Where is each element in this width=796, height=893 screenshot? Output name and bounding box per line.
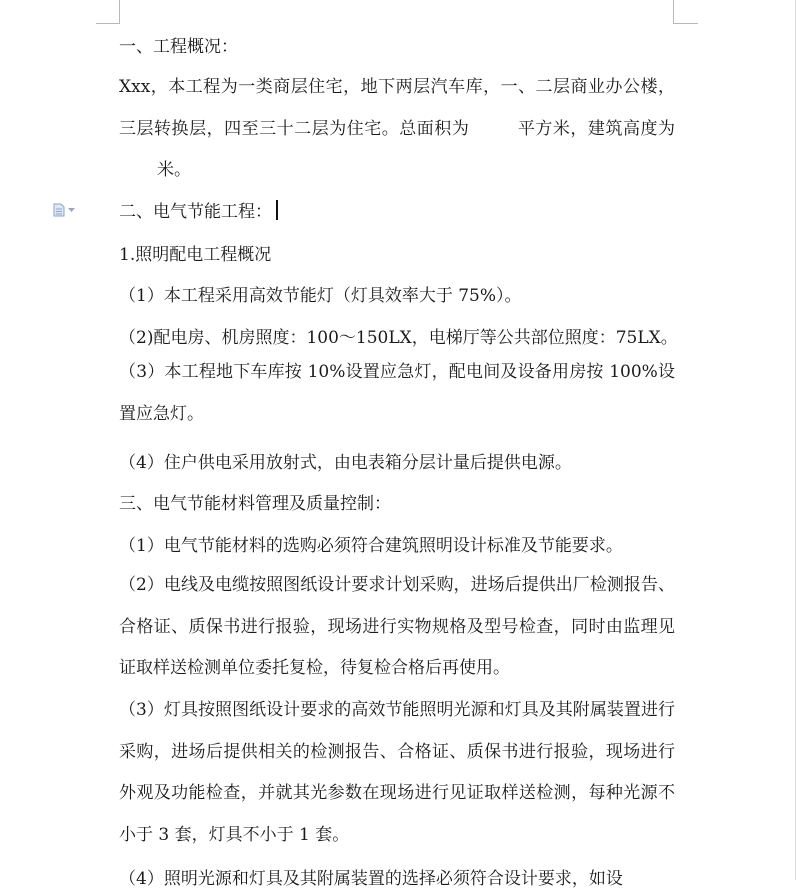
overview-text-1: Xxx，本工程为一类商层住宅，地下两层汽车库，一、二层商业办公楼，三层转换层，四至三十二层为住宅。总面积为 (119, 77, 675, 139)
lighting-item-2: （2)配电房、机房照度：100～150LX，电梯厅等公共部位照度：75LX。 (119, 328, 678, 348)
heading-energy-saving-text: 二、电气节能工程： (119, 202, 272, 222)
lighting-item-1: （1）本工程采用高效节能灯（灯具效率大于 75%）。 (119, 286, 522, 306)
heading-project-overview: 一、工程概况： (119, 37, 238, 57)
material-item-4: （4）照明光源和灯具及其附属装置的选择必须符合设计要求，如设 (119, 869, 623, 889)
margin-corner-top-right (673, 0, 698, 24)
material-item-1: （1）电气节能材料的选购必须符合建筑照明设计标准及节能要求。 (119, 536, 623, 556)
overview-text-3: 米。 (157, 160, 191, 180)
document-paragraph-icon (53, 203, 65, 217)
text-cursor (276, 200, 278, 220)
lighting-item-3: （3）本工程地下车库按 10%设置应急灯，配电间及设备用房按 100%设置应急灯。 (119, 362, 675, 424)
material-item-3: （3）灯具按照图纸设计要求的高效节能照明光源和灯具及其附属装置进行采购，进场后提供相关的检测报告、合格证、质保书进行报验，现场进行外观及功能检查，并就其光参数在现场进行见证取样送检测，每种光源不小于 3 套，灯具不小于 1 套。 (119, 700, 675, 845)
project-overview-paragraph (119, 67, 675, 192)
heading-energy-saving (119, 198, 278, 226)
material-item-2: （2）电线及电缆按照图纸设计要求计划采购，进场后提供出厂检测报告、合格证、质保书进行报验，现场进行实物规格及型号检查，同时由监理见证取样送检测单位委托复检，待复检合格后再使用。 (119, 575, 675, 678)
lighting-item-4: （4）住户供电采用放射式，由电表箱分层计量后提供电源。 (119, 453, 572, 473)
heading-material-control: 三、电气节能材料管理及质量控制： (119, 494, 391, 514)
paragraph-menu-button[interactable] (53, 203, 83, 217)
margin-corner-top-left (96, 0, 120, 24)
chevron-down-icon (68, 208, 75, 213)
overview-text-2: 平方米，建筑高度为 (517, 118, 675, 139)
subheading-lighting: 1.照明配电工程概况 (119, 245, 272, 265)
